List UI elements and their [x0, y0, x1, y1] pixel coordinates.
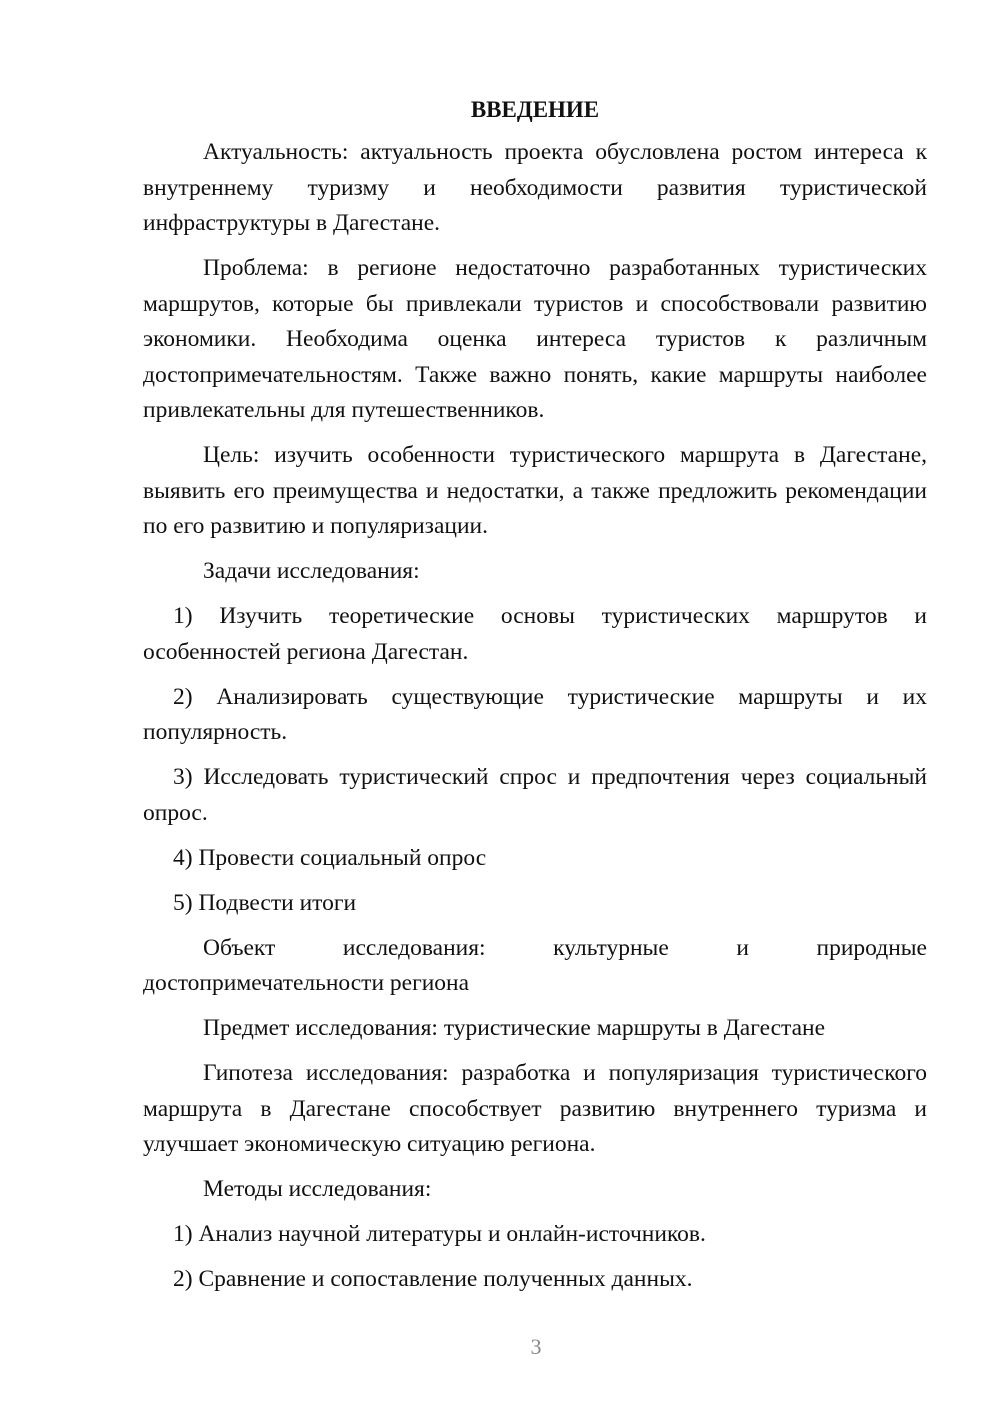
relevance-paragraph: Актуальность: актуальность проекта обусловлена ростом интереса к внутреннему туризму и необходимости развития туристической инфраструктуры в Дагестане. — [143, 139, 927, 236]
task-item-5: 5) Подвести итоги — [173, 889, 357, 916]
page-number: 3 — [530, 1334, 542, 1359]
method-item-2: 2) Сравнение и сопоставление полученных данных. — [173, 1266, 693, 1292]
page-body — [143, 95, 927, 1307]
research-object-paragraph: Объект исследования: культурные и природные достопримечательности региона — [143, 934, 927, 996]
method-item-1: 1) Анализ научной литературы и онлайн-источников. — [173, 1221, 706, 1247]
research-subject-paragraph: Предмет исследования: туристические маршруты в Дагестане — [203, 1015, 826, 1041]
hypothesis-paragraph: Гипотеза исследования: разработка и популяризация туристического маршрута в Дагестане способствует развитию внутреннего туризма и улучшает экономическую ситуацию региона. — [143, 1060, 927, 1157]
methods-title: Методы исследования: — [203, 1176, 432, 1202]
tasks-title: Задачи исследования: — [203, 558, 420, 584]
task-item-1: 1) Изучить теоретические основы туристических маршрутов и особенностей региона Дагестан. — [143, 603, 927, 665]
task-item-3: 3) Исследовать туристический спрос и предпочтения через социальный опрос. — [143, 764, 927, 826]
task-item-4: 4) Провести социальный опрос — [173, 844, 487, 871]
section-heading: ВВЕДЕНИЕ — [470, 97, 600, 122]
problem-paragraph: Проблема: в регионе недостаточно разработанных туристических маршрутов, которые бы привлекали туристов и способствовали развитию экономики. Необходима оценка интереса туристов к различным достопримечательностям. Также важно понять, какие маршруты наиболее привлекательны для путешественников. — [143, 255, 927, 423]
task-item-2: 2) Анализировать существующие туристические маршруты и их популярность. — [143, 683, 927, 745]
goal-paragraph: Цель: изучить особенности туристического маршрута в Дагестане, выявить его преимущества и недостатки, а также предложить рекомендации по его развитию и популяризации. — [143, 442, 927, 539]
